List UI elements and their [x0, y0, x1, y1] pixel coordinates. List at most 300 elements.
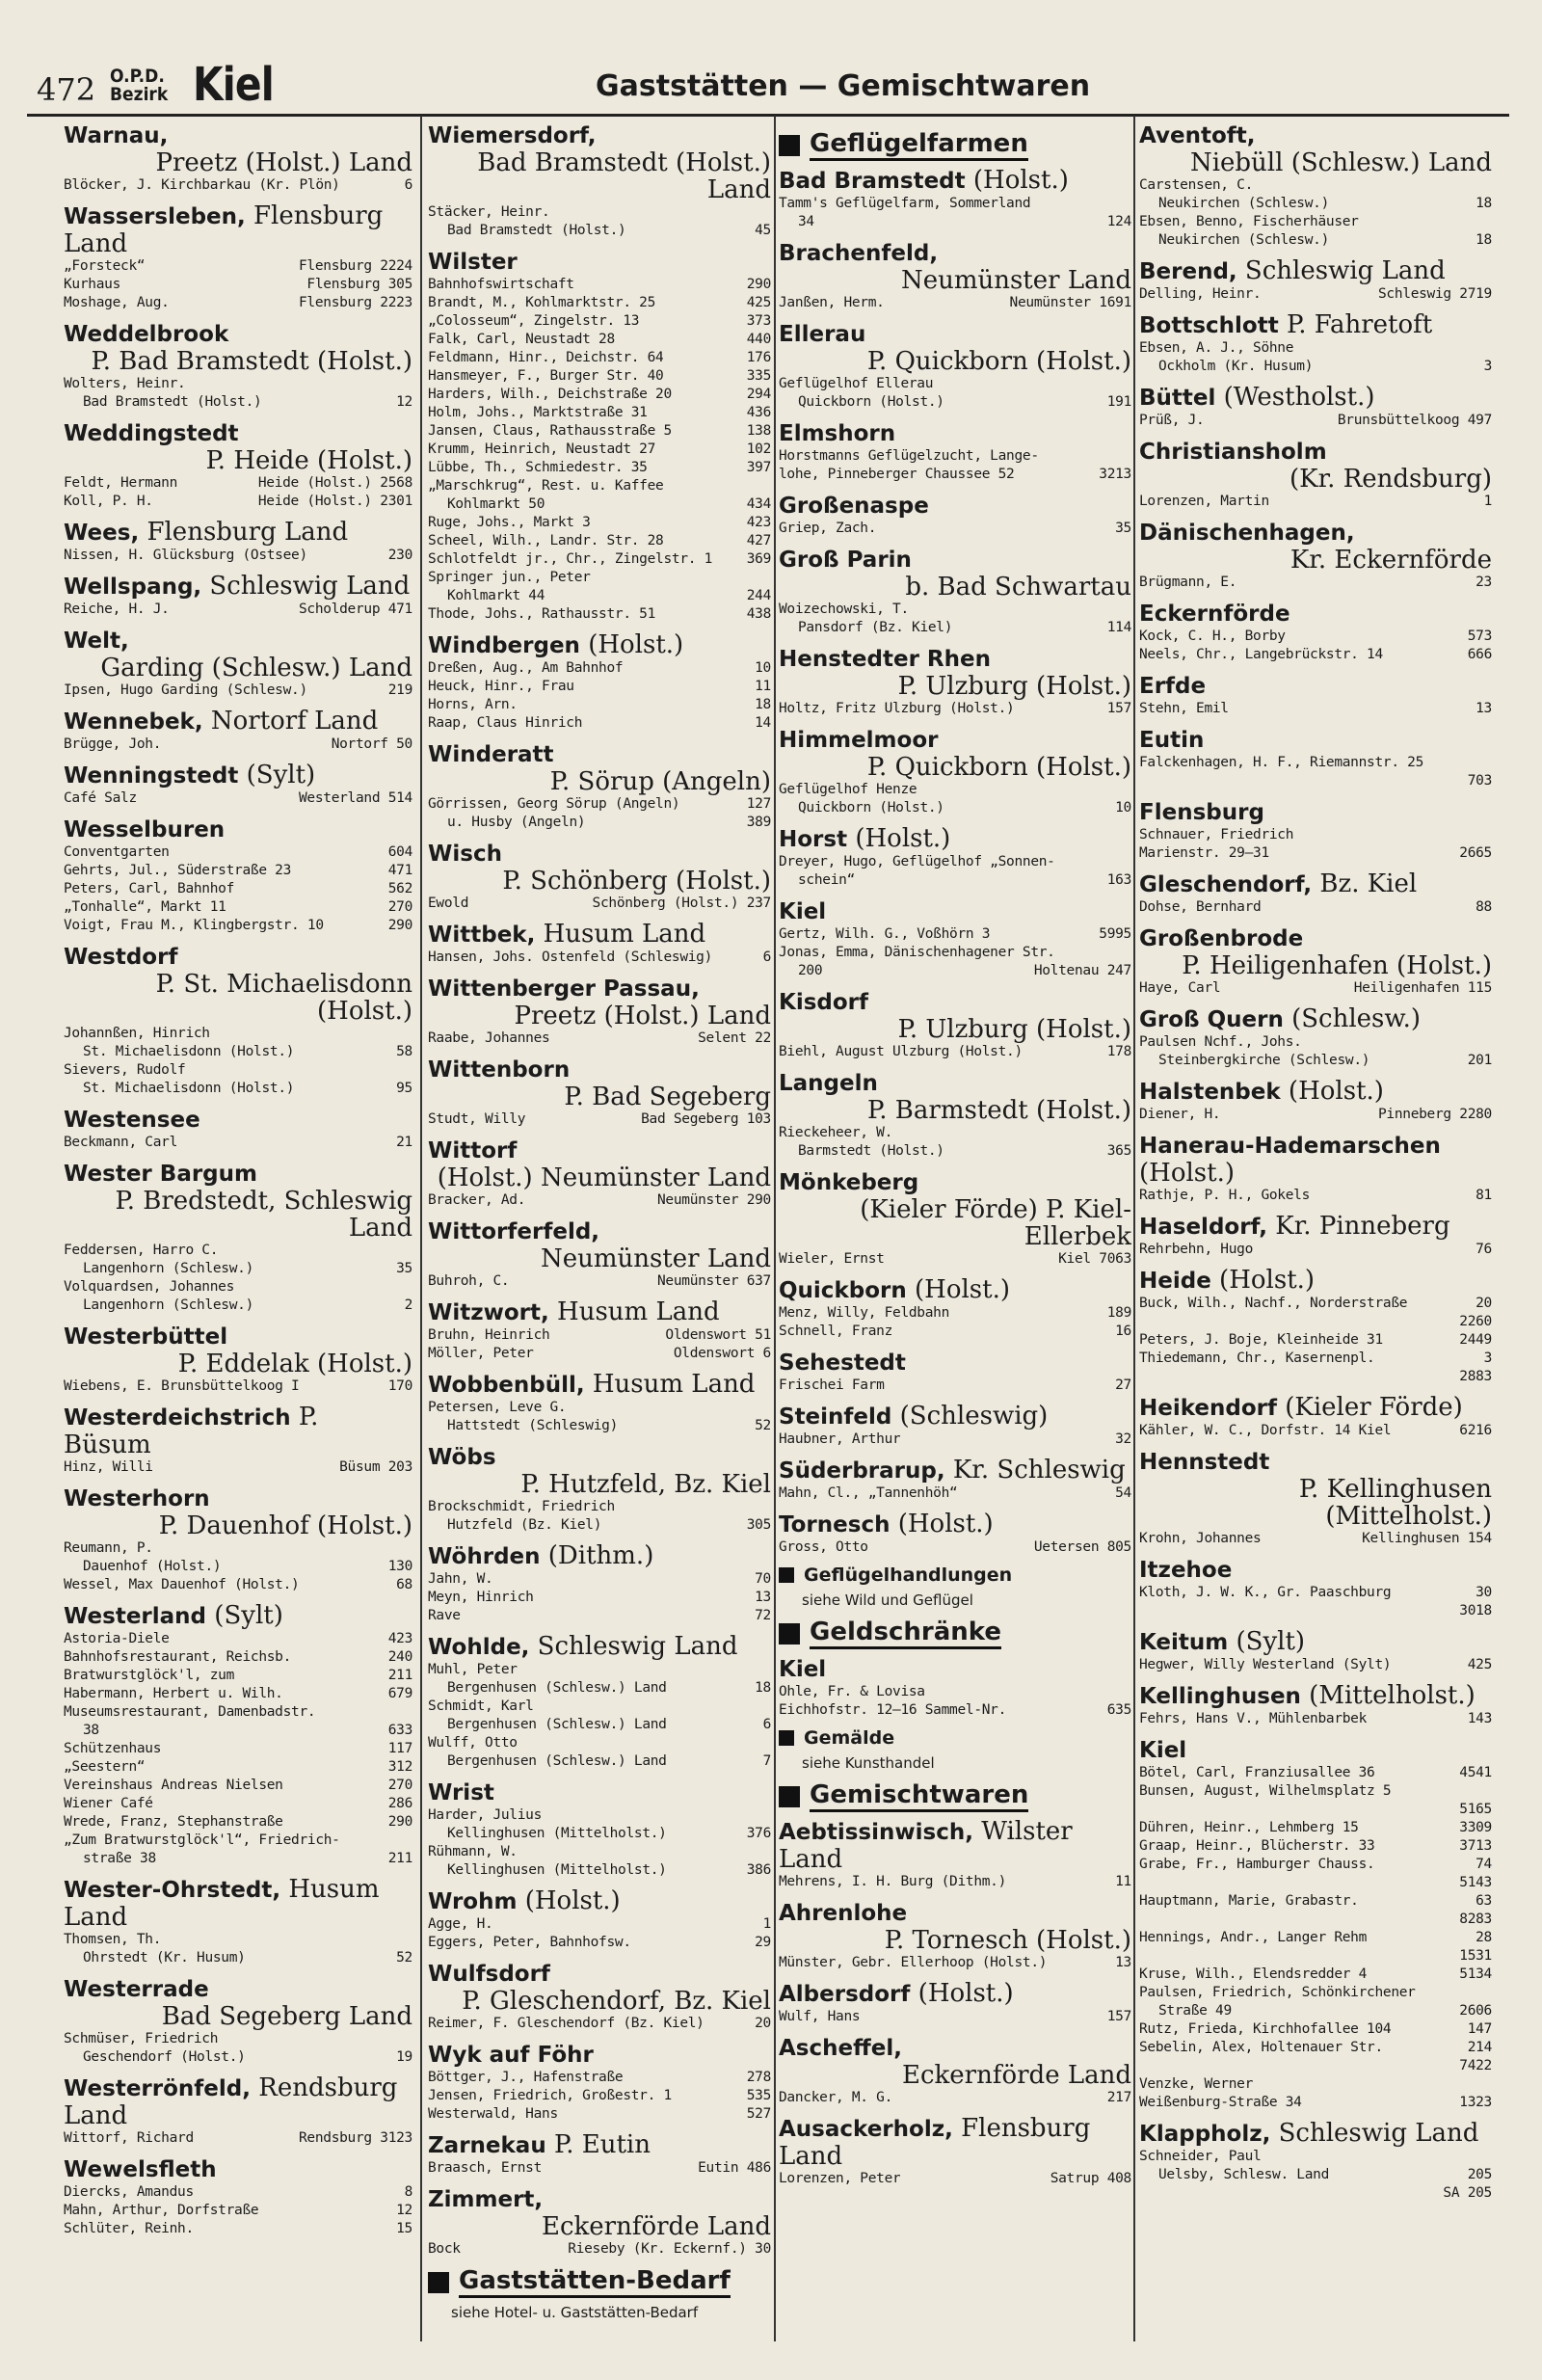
place-name: Aventoft,: [1139, 123, 1256, 148]
place-postal: Garding (Schlesw.) Land: [100, 654, 412, 682]
place-heading: [64, 943, 412, 1025]
place-entry: [779, 1069, 1131, 1161]
place-heading: [1139, 1005, 1492, 1033]
listing-row: [428, 814, 771, 832]
place-name: Wilster: [428, 250, 518, 275]
listing-name: Kock, C. H., Borby: [1139, 628, 1286, 644]
listing-number: 635: [1106, 1702, 1131, 1718]
listing-number: Westerland 514: [298, 790, 412, 806]
listing-row: [64, 1377, 412, 1396]
listing-name: Reumann, P.: [64, 1540, 153, 1556]
listing-row: [428, 367, 771, 386]
listing-name: Thiedemann, Chr., Kasernenpl.: [1139, 1350, 1375, 1366]
listing-name: Stehn, Emil: [1139, 701, 1229, 716]
listing-row: [428, 2105, 771, 2124]
listing-row: [428, 1417, 771, 1435]
place-entry: [1139, 384, 1492, 430]
listing-number: 376: [746, 1826, 771, 1841]
place-postal: Schleswig Land: [1270, 2119, 1479, 2148]
place-name: Erfde: [1139, 674, 1207, 699]
place-entry: [428, 840, 771, 913]
listing-row: [64, 2220, 412, 2238]
place-heading: [428, 1056, 771, 1110]
listing-number: [407, 1278, 412, 1297]
listing-row: [428, 532, 771, 550]
listing-name: Agge, H.: [428, 1916, 493, 1932]
place-name: Bottschlott: [1139, 313, 1279, 338]
listing-row: [779, 799, 1131, 817]
listing-name: Neukirchen (Schlesw.): [1158, 196, 1330, 211]
listing-name: Schlotfeldt jr., Chr., Zingelstr. 1: [428, 551, 713, 567]
category-heading: [779, 1618, 1131, 1649]
place-entry: [428, 921, 771, 967]
listing-number: [765, 1698, 771, 1716]
place-entry: [1139, 2120, 1492, 2203]
listing-name: Dauenhof (Holst.): [83, 1559, 222, 1574]
place-entry: [779, 1980, 1131, 2026]
place-name: Wewelsfleth: [64, 2157, 217, 2182]
place-entry: [1139, 924, 1492, 998]
listing-name: Holtz, Fritz Ulzburg (Holst.): [779, 701, 1015, 716]
place-name: Süderbrarup,: [779, 1458, 945, 1484]
listing-number: 52: [755, 1418, 771, 1433]
listing-number: Oldenswort 51: [665, 1327, 771, 1343]
listing-row: [1139, 2039, 1492, 2057]
place-heading: [1139, 726, 1492, 754]
listing-number: 54: [1115, 1485, 1131, 1501]
listing-row: [779, 2089, 1131, 2107]
listing-row: [779, 466, 1131, 484]
listing-number: 423: [746, 515, 771, 530]
listing-name: Langenhorn (Schlesw.): [83, 1261, 254, 1276]
listing-row: [64, 601, 412, 619]
place-postal: P. Heiligenhafen (Holst.): [1182, 951, 1492, 980]
listing-number: 5165: [1459, 1802, 1492, 1817]
listing-row: [428, 1915, 771, 1934]
listing-row: [1139, 2184, 1492, 2203]
listing-row: [64, 1576, 412, 1594]
place-entry: [64, 1975, 412, 2067]
listing-number: 2883: [1459, 1369, 1492, 1384]
listing-number: 11: [1115, 1874, 1131, 1889]
listing-name: Hansen, Johs. Ostenfeld (Schleswig): [428, 949, 713, 965]
listing-number: Büsum 203: [339, 1459, 412, 1475]
place-entry: [64, 1160, 412, 1315]
place-name: Heikendorf: [1139, 1396, 1277, 1421]
place-name: Weddingstedt: [64, 421, 239, 446]
listing-name: Quickborn (Holst.): [798, 800, 944, 816]
listing-row: [779, 2008, 1131, 2026]
listing-name: Dohse, Bernhard: [1139, 899, 1262, 915]
place-heading: [64, 121, 412, 176]
listing-number: 18: [1476, 232, 1492, 248]
listing-number: 562: [387, 881, 412, 896]
listing-row: [1139, 628, 1492, 646]
listing-number: 1531: [1459, 1948, 1492, 1964]
listing-number: 527: [746, 2106, 771, 2122]
place-heading: [779, 1980, 1131, 2008]
place-name: Wittorferfeld,: [428, 1219, 600, 1244]
place-entry: [64, 1323, 412, 1396]
listing-number: [1486, 1782, 1492, 1801]
listing-name: Wittorf, Richard: [64, 2130, 194, 2146]
place-postal: (Holst.) Neumünster Land: [437, 1163, 771, 1192]
listing-name: Ewold: [428, 896, 469, 911]
listing-row: [1139, 213, 1492, 231]
listing-row: [64, 2129, 412, 2148]
listing-name: Menz, Willy, Feldbahn: [779, 1305, 950, 1321]
listing-number: 30: [1476, 1585, 1492, 1600]
listing-name: Rieckeheer, W.: [779, 1125, 893, 1140]
place-heading: [428, 1371, 771, 1399]
listing-number: 58: [396, 1044, 412, 1059]
place-name: Zarnekau: [428, 2133, 546, 2158]
category-square-icon: [428, 2272, 449, 2293]
listing-number: 8283: [1459, 1912, 1492, 1927]
place-entry: [64, 627, 412, 700]
listing-number: [1126, 781, 1131, 799]
listing-number: 2: [404, 1297, 412, 1313]
listing-name: Kruse, Wilh., Elendsredder 4: [1139, 1966, 1368, 1982]
listing-row: [779, 1431, 1131, 1449]
place-name: Elmshorn: [779, 421, 896, 446]
place-entry: [64, 943, 412, 1098]
listing-number: 72: [755, 1608, 771, 1623]
listing-row: [428, 1498, 771, 1516]
place-heading: [779, 2034, 1131, 2089]
place-name: Witzwort,: [428, 1300, 549, 1325]
listing-row: [64, 1539, 412, 1558]
listing-row: [428, 1661, 771, 1679]
place-postal: P. Dauenhof (Holst.): [158, 1511, 412, 1540]
listing-name: Falk, Carl, Neustadt 28: [428, 332, 615, 347]
listing-row: [428, 1110, 771, 1129]
listing-row: [64, 1850, 412, 1868]
listing-name: Bruhn, Heinrich: [428, 1327, 550, 1343]
place-postal: P. Hutzfeld, Bz. Kiel: [520, 1470, 771, 1499]
listing-row: [779, 1538, 1131, 1557]
listing-name: 200: [798, 963, 823, 978]
place-name: Hennstedt: [1139, 1450, 1270, 1475]
listing-row: [779, 213, 1131, 231]
listing-name: straße 38: [83, 1851, 156, 1866]
place-name: Quickborn: [779, 1278, 907, 1303]
listing-name: Westerwald, Hans: [428, 2106, 558, 2122]
listing-row: [1139, 1241, 1492, 1259]
listing-row: [1139, 1331, 1492, 1350]
listing-row: [1139, 1187, 1492, 1205]
listing-name: Tamm's Geflügelfarm, Sommerland: [779, 196, 1031, 211]
listing-number: Satrup 408: [1050, 2171, 1131, 2186]
place-name: Westerrade: [64, 1977, 209, 2002]
listing-row: [428, 222, 771, 240]
place-entry: [779, 1349, 1131, 1395]
listing-number: [1486, 1033, 1492, 1052]
listing-name: Reimer, F. Gleschendorf (Bz. Kiel): [428, 2016, 705, 2031]
listing-number: [407, 375, 412, 393]
listing-name: Peters, J. Boje, Kleinheide 31: [1139, 1332, 1383, 1348]
place-entry: [64, 573, 412, 619]
listing-row: [1139, 646, 1492, 664]
listing-number: 6: [762, 949, 771, 965]
listing-row: [64, 1703, 412, 1722]
listing-number: 3713: [1459, 1838, 1492, 1854]
listing-name: Hutzfeld (Bz. Kiel): [447, 1517, 602, 1533]
place-name: Wrohm: [428, 1889, 518, 1914]
listing-name: „Tonhalle“, Markt 11: [64, 899, 226, 915]
place-entry: [1139, 798, 1492, 863]
listing-number: Uetersen 805: [1033, 1539, 1131, 1555]
listing-number: SA 205: [1443, 2185, 1492, 2201]
place-name: Klappholz,: [1139, 2122, 1271, 2147]
listing-name: Krohn, Johannes: [1139, 1531, 1262, 1546]
listing-name: Wiebens, E. Brunsbüttelkoog I: [64, 1378, 300, 1394]
listing-number: [1126, 447, 1131, 466]
listing-name: Kohlmarkt 50: [447, 496, 545, 512]
listing-name: Bahnhofsrestaurant, Reichsb.: [64, 1649, 292, 1665]
listing-name: Sievers, Rudolf: [64, 1062, 186, 1078]
listing-number: [765, 569, 771, 587]
place-postal: (Holst.): [1139, 1159, 1235, 1188]
listing-row: [1139, 1856, 1492, 1874]
place-heading: [1139, 311, 1492, 339]
listing-name: Meyn, Hinrich: [428, 1590, 534, 1605]
place-name: Wöhrden: [428, 1544, 541, 1569]
listing-name: Rühmann, W.: [428, 1844, 518, 1859]
listing-number: 703: [1467, 773, 1492, 789]
listing-name: Harder, Julius: [428, 1807, 543, 1823]
listing-row: [779, 700, 1131, 718]
listing-number: 5143: [1459, 1875, 1492, 1890]
listing-name: Sebelin, Alex, Holtenauer Str.: [1139, 2040, 1383, 2055]
listing-name: Steinbergkirche (Schlesw.): [1158, 1053, 1370, 1068]
listing-row: [428, 514, 771, 532]
listing-name: Reiche, H. J.: [64, 602, 170, 617]
listing-number: Selent 22: [698, 1030, 771, 1046]
place-name: Flensburg: [1139, 800, 1264, 825]
listing-row: [428, 459, 771, 477]
listing-row: [64, 2202, 412, 2220]
listing-number: 386: [746, 1862, 771, 1878]
listing-number: 397: [746, 460, 771, 475]
listing-number: 335: [746, 368, 771, 384]
place-heading: [1139, 1394, 1492, 1422]
listing-name: Nissen, H. Glücksburg (Ostsee): [64, 548, 307, 563]
see-reference: siehe Kunsthandel: [802, 1754, 935, 1772]
listing-name: Rutz, Frieda, Kirchhofallee 104: [1139, 2021, 1392, 2037]
place-name: Westerhorn: [64, 1486, 210, 1511]
listing-row: [428, 1752, 771, 1771]
listing-number: 170: [387, 1378, 412, 1394]
listing-name: Raap, Claus Hinrich: [428, 715, 583, 731]
listing-row: [1139, 1984, 1492, 2002]
listing-number: 7: [762, 1753, 771, 1769]
listing-name: Haubner, Arthur: [779, 1431, 901, 1447]
listing-row: [779, 962, 1131, 980]
listing-row: [64, 789, 412, 808]
place-postal: P. St. Michaelisdonn (Holst.): [155, 970, 412, 1026]
place-name: Tornesch: [779, 1512, 891, 1538]
listing-number: 45: [755, 223, 771, 238]
listing-row: [64, 1777, 412, 1795]
listing-row: [1139, 1656, 1492, 1674]
place-heading: [1139, 1267, 1492, 1295]
place-heading: [428, 248, 771, 276]
listing-number: 270: [387, 1778, 412, 1793]
category-title: Gemälde: [804, 1727, 895, 1749]
listing-name: Haye, Carl: [1139, 980, 1221, 996]
listing-row: [1139, 493, 1492, 511]
listing-name: Buhroh, C.: [428, 1273, 510, 1289]
listing-number: Heide (Holst.) 2568: [257, 475, 412, 491]
place-entry: [428, 1960, 771, 2033]
place-entry: [779, 897, 1131, 980]
place-postal: (Holst.): [890, 1510, 994, 1538]
listing-row: [64, 1260, 412, 1278]
place-heading: [428, 1298, 771, 1326]
listing-name: Buck, Wilh., Nachf., Norderstraße: [1139, 1296, 1408, 1311]
place-entry: [1139, 1213, 1492, 1259]
place-postal: (Holst.): [1280, 1077, 1384, 1106]
place-postal: (Schleswig): [891, 1402, 1049, 1431]
listing-row: [64, 1278, 412, 1297]
district-label: [110, 67, 168, 104]
listing-number: 88: [1476, 899, 1492, 915]
listing-name: Petersen, Leve G.: [428, 1400, 567, 1415]
listing-name: Bad Bramstedt (Holst.): [83, 394, 262, 410]
place-entry: [1139, 726, 1492, 790]
opd-line-2: Bezirk: [110, 84, 169, 105]
place-heading: [1139, 1556, 1492, 1584]
place-entry: [64, 121, 412, 195]
listing-number: 219: [387, 682, 412, 698]
listing-number: 3: [1483, 1350, 1492, 1366]
place-postal: Eckernförde Land: [901, 2061, 1131, 2090]
place-name: Eckernförde: [1139, 602, 1290, 627]
place-name: Ausackerholz,: [779, 2117, 953, 2142]
listing-row: [779, 1124, 1131, 1142]
listing-row: [64, 1648, 412, 1667]
place-name: Westensee: [64, 1108, 200, 1133]
listing-name: Hennings, Andr., Langer Rehm: [1139, 1930, 1368, 1945]
listing-row: [779, 1484, 1131, 1503]
place-entry: [64, 1602, 412, 1868]
place-heading: [1139, 1682, 1492, 1710]
listing-number: 15: [396, 2221, 412, 2236]
place-name: Wees,: [64, 521, 140, 546]
place-name: Westerland: [64, 1604, 207, 1629]
listing-row: [1139, 1819, 1492, 1837]
listing-row: [428, 949, 771, 967]
column-divider: [420, 116, 422, 2341]
listing-name: Hattstedt (Schleswig): [447, 1418, 619, 1433]
place-postal: Husum Land: [64, 1875, 380, 1932]
listing-row: [1139, 1801, 1492, 1819]
listing-name: Kohlmarkt 44: [447, 588, 545, 603]
listing-number: [407, 2030, 412, 2048]
listing-name: Schneider, Paul: [1139, 2149, 1262, 2164]
listing-name: Peters, Carl, Bahnhof: [64, 881, 235, 896]
listing-number: [407, 1931, 412, 1949]
listing-name: Kellinghusen (Mittelholst.): [447, 1826, 667, 1841]
place-postal: (Schlesw.): [1283, 1004, 1421, 1033]
listing-row: [1139, 2075, 1492, 2094]
listing-row: [1139, 1530, 1492, 1548]
place-entry: [64, 1106, 412, 1152]
listing-number: Flensburg 2223: [298, 295, 412, 310]
place-heading: [64, 573, 412, 601]
listing-row: [1139, 1350, 1492, 1368]
listing-number: 23: [1476, 575, 1492, 590]
column-divider: [1133, 116, 1135, 2341]
place-postal: Bad Segeberg Land: [161, 2002, 412, 2031]
listing-number: 19: [396, 2049, 412, 2065]
listing-name: „Marschkrug“, Rest. u. Kaffee: [428, 478, 664, 494]
listing-row: [1139, 1782, 1492, 1801]
listing-number: Neumünster 290: [656, 1192, 771, 1208]
listing-number: Schleswig 2719: [1377, 286, 1492, 302]
listing-name: u. Husby (Angeln): [447, 815, 586, 830]
listing-row: [428, 1861, 771, 1880]
listing-name: Gehrts, Jul., Süderstraße 23: [64, 863, 292, 878]
listing-number: 201: [1467, 1053, 1492, 1068]
place-postal: Schleswig Land: [529, 1632, 738, 1661]
place-postal: P. Kellinghusen (Mittelholst.): [1298, 1475, 1492, 1531]
place-postal: Schleswig Land: [1236, 256, 1446, 285]
place-heading: [64, 1602, 412, 1630]
listing-name: Schlüter, Reinh.: [64, 2221, 194, 2236]
place-name: Westerrönfeld,: [64, 2076, 251, 2101]
listing-name: Wolters, Heinr.: [64, 376, 186, 391]
listing-number: 95: [396, 1081, 412, 1096]
listing-number: Kiel 7063: [1058, 1251, 1131, 1267]
listing-number: 3: [1483, 359, 1492, 374]
listing-row: [779, 1377, 1131, 1395]
listing-number: 244: [746, 588, 771, 603]
listing-row: [779, 944, 1131, 962]
listing-number: [765, 203, 771, 222]
listing-row: [428, 2069, 771, 2087]
place-postal: (Sylt): [1228, 1627, 1306, 1656]
listing-name: Kloth, J. W. K., Gr. Paaschburg: [1139, 1585, 1392, 1600]
listing-number: 13: [1115, 1955, 1131, 1970]
place-postal: (Sylt): [238, 761, 316, 789]
place-heading: [64, 1404, 412, 1458]
listing-name: Eggers, Peter, Bahnhofsw.: [428, 1935, 631, 1950]
place-heading: [1139, 1736, 1492, 1764]
place-name: Winderatt: [428, 742, 554, 767]
listing-name: „Seestern“: [64, 1759, 146, 1775]
listing-number: 5134: [1459, 1966, 1492, 1982]
listing-name: Dühren, Heinr., Lehmberg 15: [1139, 1820, 1359, 1835]
listing-number: 535: [746, 2088, 771, 2103]
listing-number: 189: [1106, 1305, 1131, 1321]
place-name: Keitum: [1139, 1630, 1229, 1655]
listing-number: 12: [396, 394, 412, 410]
place-name: Wöbs: [428, 1445, 496, 1470]
listing-row: [1139, 176, 1492, 195]
category-title: Geflügelhandlungen: [804, 1564, 1013, 1586]
listing-name: Ohrstedt (Kr. Husum): [83, 1950, 246, 1966]
listing-row: [428, 659, 771, 678]
listing-name: Uelsby, Schlesw. Land: [1158, 2167, 1330, 2182]
place-heading: [779, 167, 1131, 195]
listing-number: 11: [755, 679, 771, 694]
listing-row: [64, 1931, 412, 1949]
category-title: Gemischtwaren: [810, 1780, 1028, 1812]
place-entry: [1139, 600, 1492, 664]
listing-row: [779, 393, 1131, 412]
